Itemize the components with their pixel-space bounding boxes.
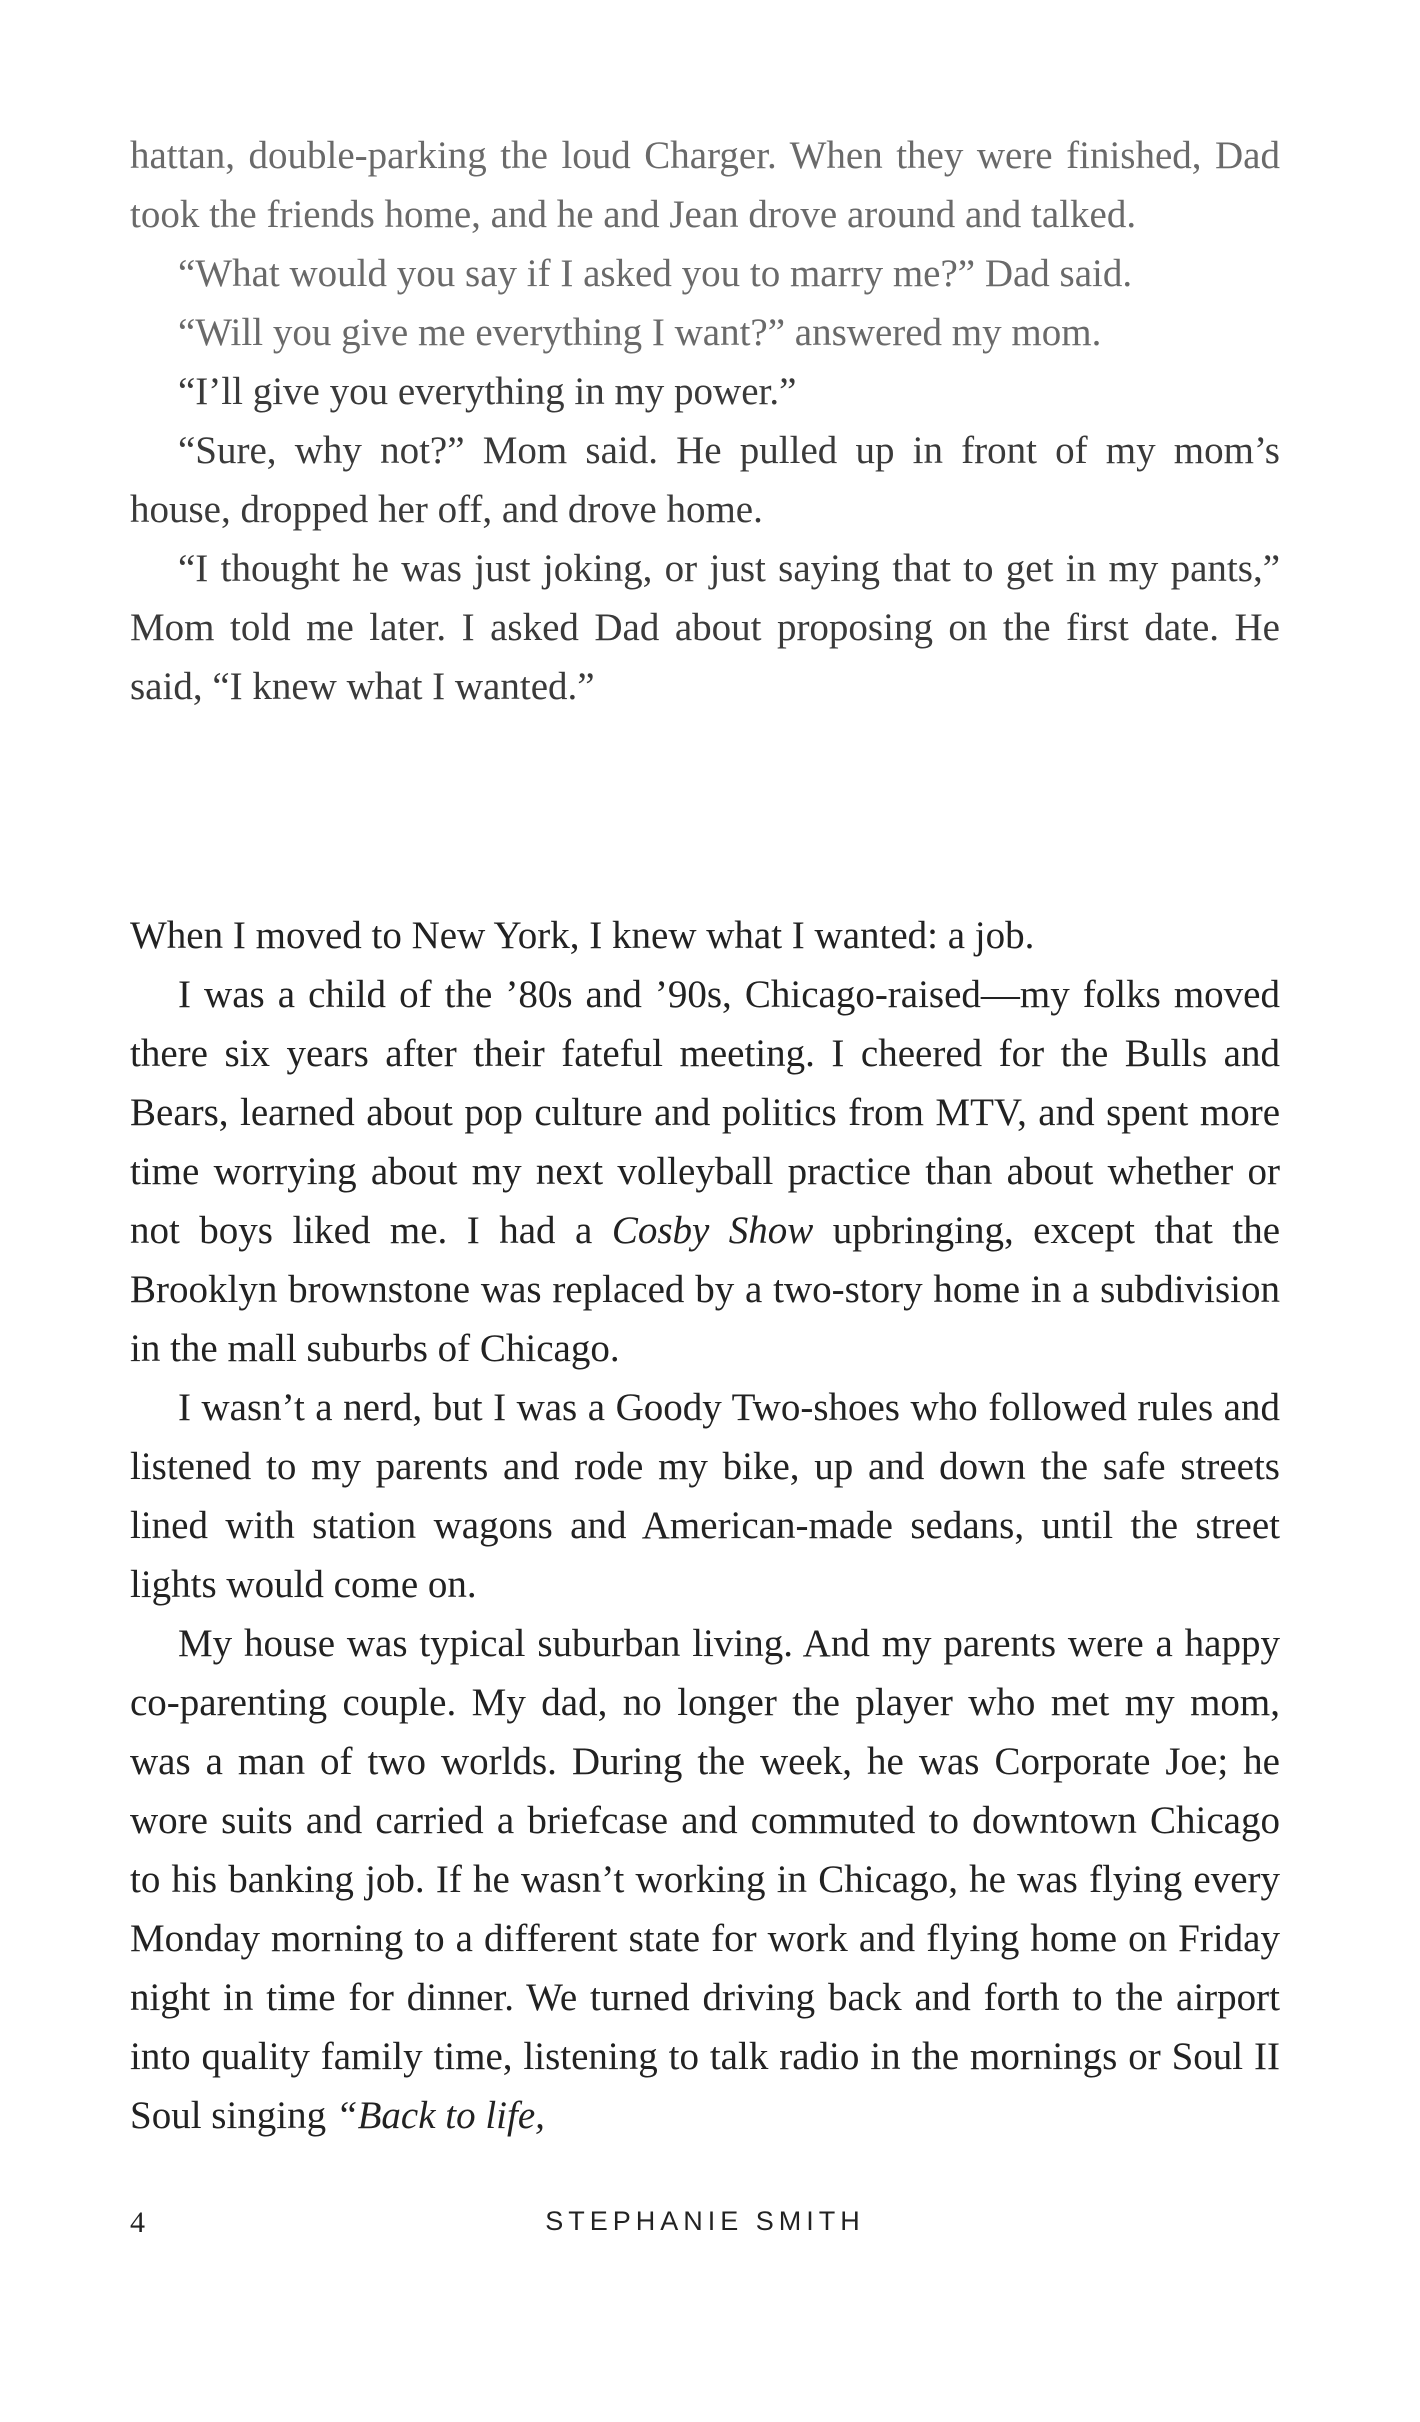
paragraph-text: My house was typical suburban living. And my parents were a happy co-parenting couple. My dad, no longer the player who met my mom, was a man of two worlds. During the week, he was Corporate Joe; he wore suits and carried a briefcase and commuted to downtown Chicago to his banking job. If he wasn’t working in Chicago, he was flying every Monday morning to a different state for work and flying home on Friday night in time for dinner. We turned driving back and forth to the airport into quality family time, listening to talk radio in the mornings or Soul II Soul singing <box>130 1622 1280 2137</box>
paragraph-text: I was a child of the ’80s and ’90s, Chicago-raised—my folks moved there six years after their fateful meeting. I cheered for the Bulls and Bears, learned about pop culture and politics from MTV, and spent more time worrying about my next volleyball practice than about whether or not boys liked me. I had a <box>130 973 1280 1252</box>
paragraph: hattan, double-parking the loud Charger. When they were finished, Dad took the friends home, and he and Jean drove around and talked. <box>130 134 1280 236</box>
paragraph: “What would you say if I asked you to marry me?” Dad said. <box>178 252 1133 295</box>
paragraph <box>130 1614 1280 2145</box>
running-head-author: STEPHANIE SMITH <box>545 2206 865 2236</box>
page-number: 4 <box>130 2206 145 2239</box>
paragraph: “I’ll give you everything in my power.” <box>178 370 797 413</box>
italic-title: Cosby Show <box>611 1209 814 1252</box>
page-footer <box>130 2206 1280 2256</box>
paragraph-text: upbringing, except that the Brooklyn brownstone was replaced by a two-story home in a subdivision in the mall suburbs of Chicago. <box>130 1209 1281 1370</box>
paragraph <box>130 965 1280 1378</box>
paragraph: When I moved to New York, I knew what I wanted: a job. <box>130 914 1035 957</box>
paragraph: I wasn’t a nerd, but I was a Goody Two-shoes who followed rules and listened to my parents and rode my bike, up and down the safe streets lined with station wagons and American-made sedans, until the street lights would come on. <box>130 1386 1280 1606</box>
paragraph: “I thought he was just joking, or just saying that to get in my pants,” Mom told me later. I asked Dad about proposing on the first date. He said, “I knew what I wanted.” <box>130 547 1280 708</box>
italic-lyric: “Back to life, <box>335 2094 545 2137</box>
section-main-text <box>130 906 1280 2145</box>
section-top-text <box>130 126 1280 716</box>
paragraph: “Will you give me everything I want?” answered my mom. <box>178 311 1102 354</box>
paragraph: “Sure, why not?” Mom said. He pulled up in front of my mom’s house, dropped her off, and drove home. <box>130 429 1280 531</box>
